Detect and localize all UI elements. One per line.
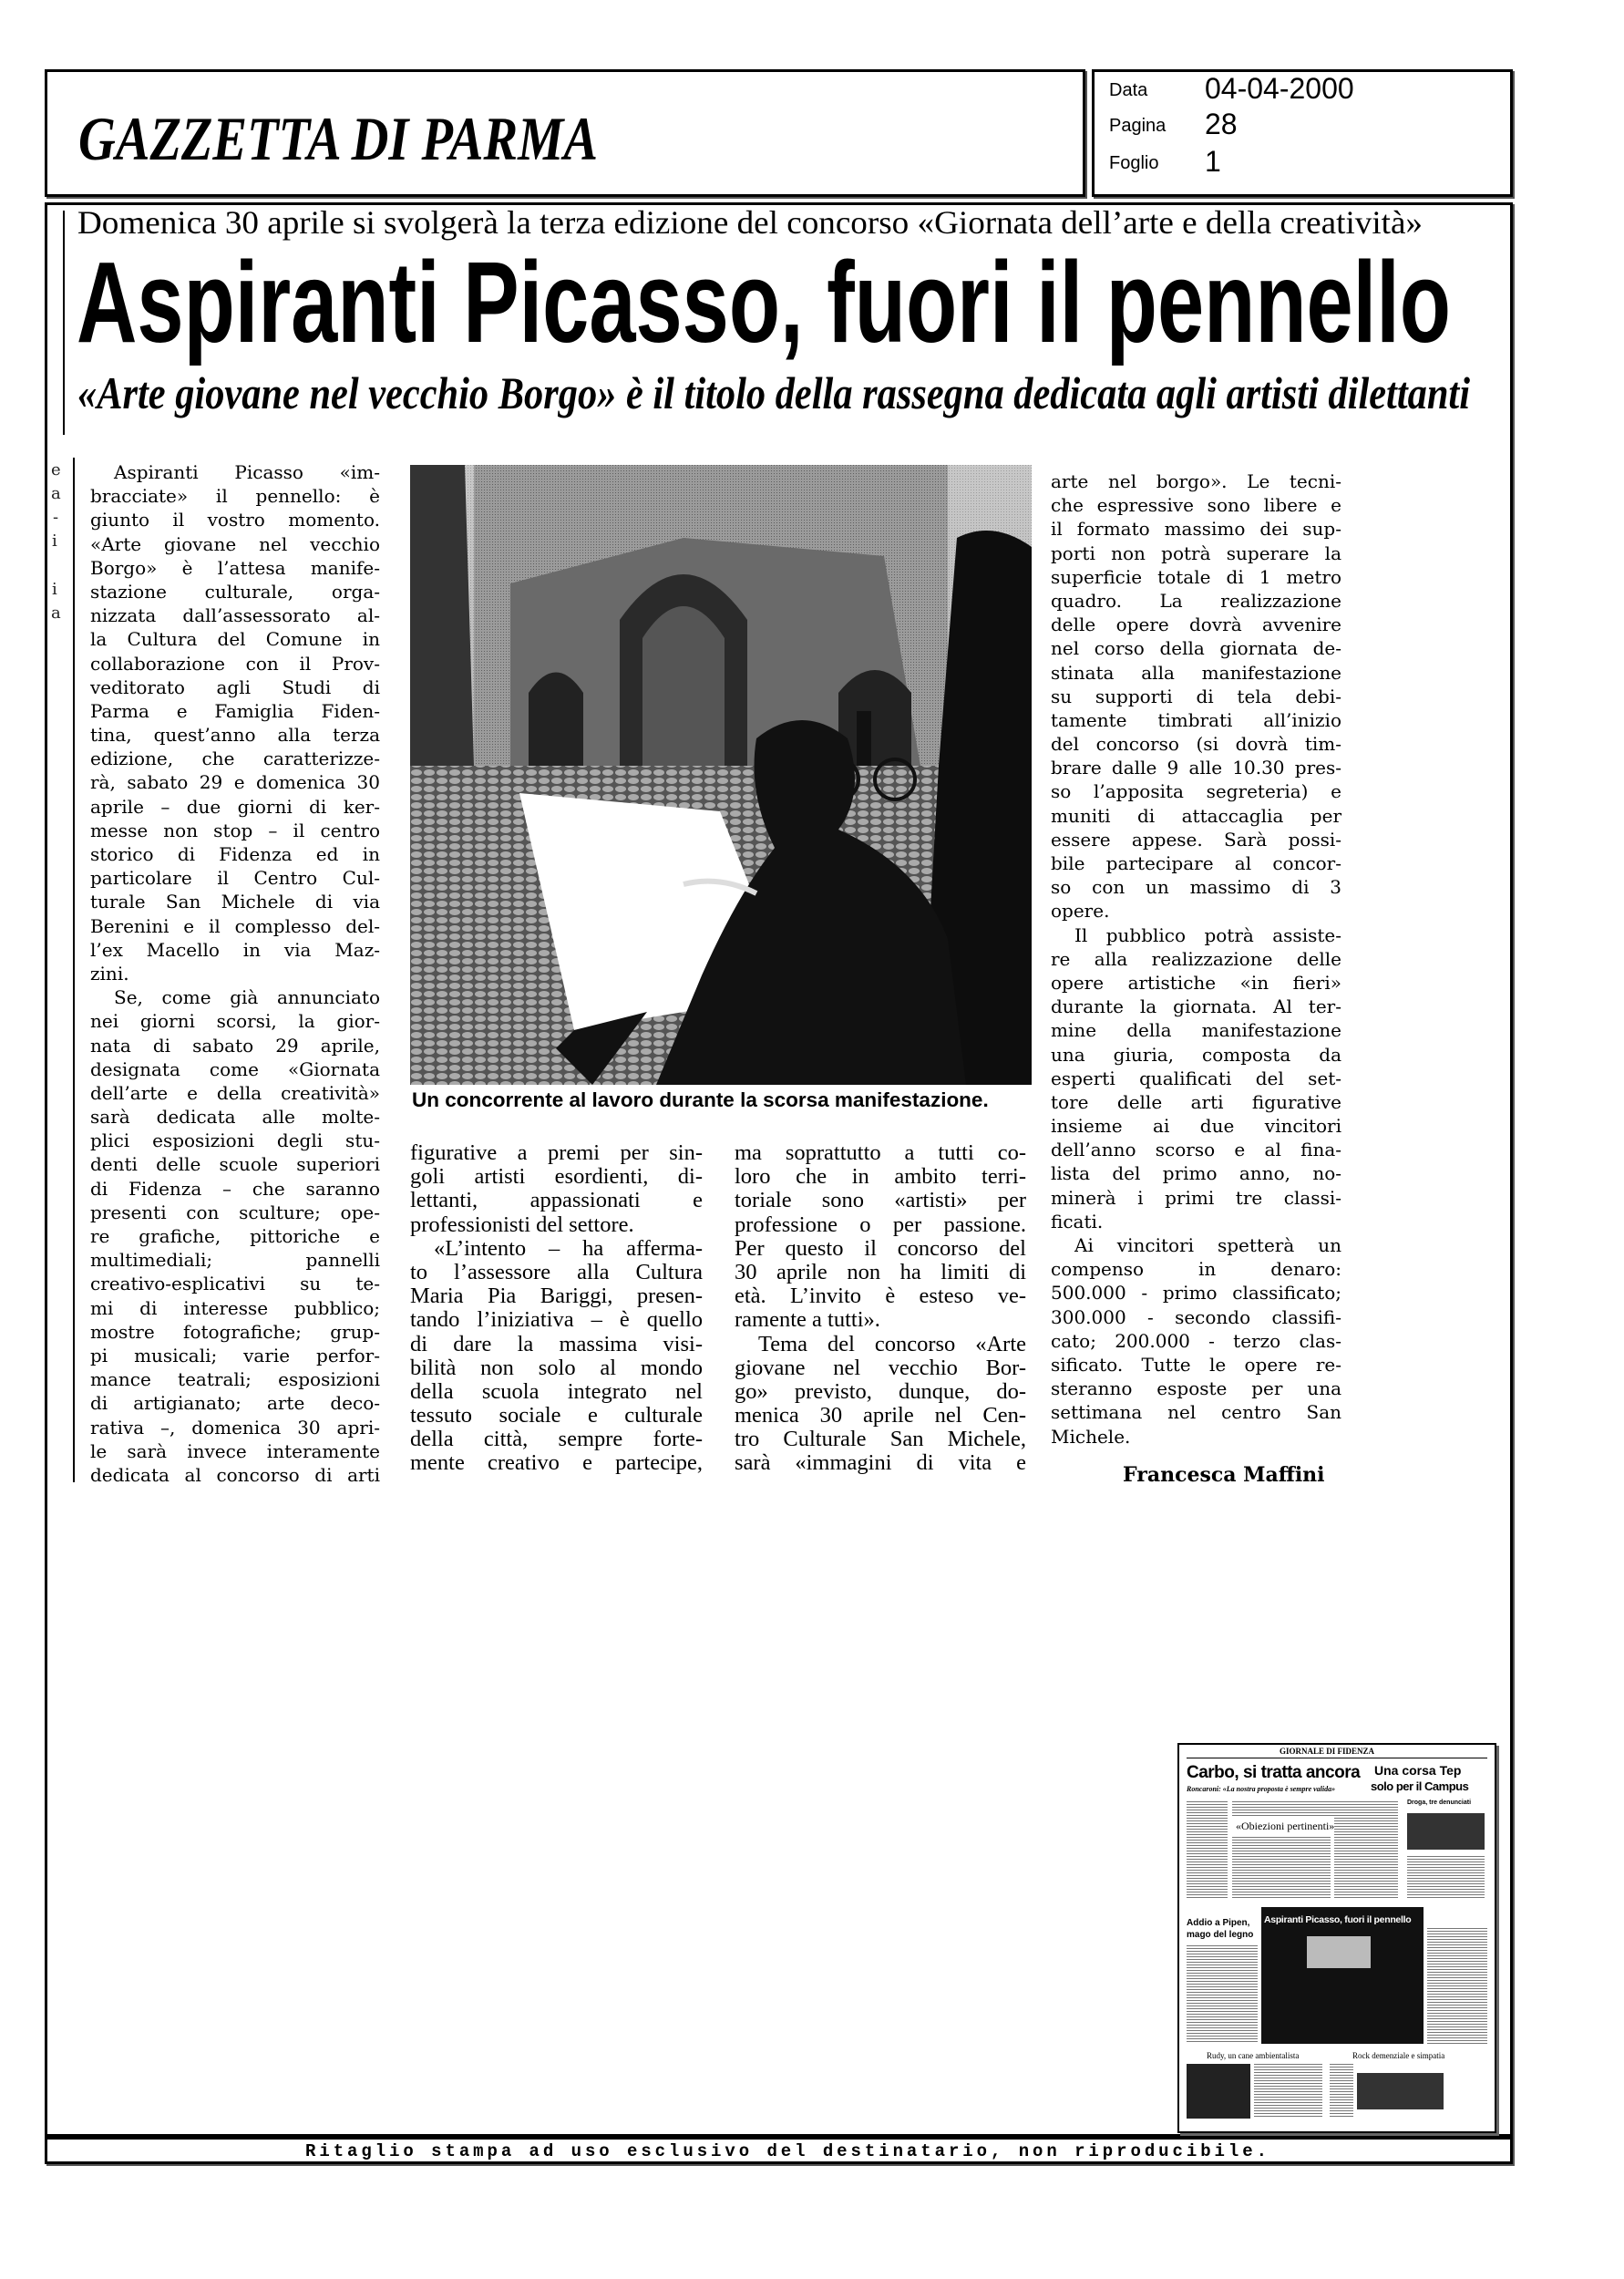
text-line: mance teatrali; esposizioni (90, 1368, 380, 1391)
byline: Francesca Maffini (1123, 1463, 1325, 1487)
text-line: tando l’iniziativa – è quello (410, 1307, 703, 1333)
text-line: di artigianato; arte deco- (90, 1392, 380, 1415)
text-line: nizzata dall’assessorato al- (90, 604, 380, 627)
text-line: della città, sempre forte- (410, 1427, 703, 1452)
text-line: ramente a tutti». (735, 1307, 880, 1333)
thumb-photo (1307, 1936, 1371, 1968)
text-line: che espressive sono libere e (1051, 494, 1341, 517)
text-line: su supporti di tela debi- (1051, 685, 1341, 707)
text-line: bile partecipare al concor- (1051, 852, 1341, 874)
text-line: arte nel borgo». Le tecni- (1051, 470, 1341, 492)
margin-fragment: i (52, 531, 57, 551)
margin-fragment: a (51, 603, 61, 623)
text-line: stazione culturale, orga- (90, 580, 380, 603)
thumb-photo (1187, 2064, 1250, 2119)
text-line: dedicata al concorso di arti (90, 1463, 380, 1486)
footer (0, 2137, 1513, 2164)
thumb-paper-name: GIORNALE DI FIDENZA (1280, 1747, 1375, 1756)
thumb-text-block (1232, 1836, 1331, 1900)
text-line: bracciate» il pennello: è (90, 485, 380, 508)
thumb-headline-pipen-2: mago del legno (1187, 1930, 1254, 1940)
text-line: essere appese. Sarà possi- (1051, 828, 1341, 851)
text-line: tro Culturale San Michele, (735, 1427, 1026, 1452)
text-line: loro che in ambito terri- (735, 1164, 1026, 1190)
text-line: mostre fotografiche; grup- (90, 1320, 380, 1343)
article-heading (0, 202, 1513, 430)
thumb-text-block (1187, 1944, 1258, 2044)
text-line: plici esposizioni degli stu- (90, 1129, 380, 1152)
text-line: delle opere dovrà avvenire (1051, 614, 1341, 636)
text-line: nel corso della giornata de- (1051, 637, 1341, 660)
text-line: storico di Fidenza ed in (90, 843, 380, 865)
text-line: opere artistiche «in fieri» (1051, 971, 1341, 994)
thumb-text-block (1407, 1854, 1485, 1900)
text-line: so con un massimo di 3 (1051, 876, 1341, 899)
text-line: la Cultura del Comune in (90, 628, 380, 651)
thumb-headline-droga: Droga, tre denunciati (1407, 1799, 1472, 1806)
text-line: ma soprattutto a tutti co- (735, 1140, 1026, 1165)
text-line: muniti di attaccaglia per (1051, 804, 1341, 827)
date-label: Data (1109, 80, 1148, 100)
text-line: nei giorni scorsi, la gior- (90, 1010, 380, 1033)
article-column-3 (735, 1141, 1026, 1476)
text-line: rativa –, domenica 30 apri- (90, 1416, 380, 1439)
page-thumbnail (1177, 1743, 1496, 2133)
text-line: mi di interesse pubblico; (90, 1296, 380, 1319)
masthead-logo (73, 105, 620, 178)
thumb-headline-obiezioni: «Obiezioni pertinenti» (1236, 1820, 1335, 1832)
margin-fragment: e (51, 460, 61, 480)
headline: Aspiranti Picasso, fuori il pennello (77, 238, 1451, 366)
text-line: l’ex Macello in via Maz- (90, 938, 380, 961)
text-line: tore delle arti figurative (1051, 1090, 1341, 1113)
text-line: Borgo» è l’attesa manife- (90, 556, 380, 579)
text-line: lettanti, appassionati e (410, 1188, 703, 1213)
copyright-notice: Ritaglio stampa ad uso esclusivo del destinatario, non riproducibile. (305, 2141, 1267, 2161)
text-line: turale San Michele di via (90, 891, 380, 913)
page-label: Pagina (1109, 116, 1167, 136)
thumb-headline-picasso: Aspiranti Picasso, fuori il pennello (1264, 1914, 1412, 1925)
text-line: superficie totale di 1 metro (1051, 565, 1341, 588)
thumb-photo (1357, 2073, 1444, 2109)
text-line: minerà i primi tre classi- (1051, 1186, 1341, 1209)
page-value: 28 (1205, 108, 1238, 140)
text-line: «Arte giovane nel vecchio (90, 532, 380, 555)
text-line: settimana nel centro San (1051, 1401, 1341, 1424)
text-line: Parma e Famiglia Fiden- (90, 699, 380, 722)
text-line: dell’anno scorso e al fina- (1051, 1139, 1341, 1161)
text-line: veditorato agli Studi di (90, 675, 380, 698)
text-line: quadro. La realizzazione (1051, 589, 1341, 612)
text-line: le sarà invece interamente (90, 1439, 380, 1462)
text-line: to l’assessore alla Cultura (410, 1259, 703, 1284)
thumb-headline-rock: Rock demenziale e simpatia (1352, 2051, 1445, 2060)
text-line: bilità non solo al mondo (410, 1355, 703, 1380)
text-line: tessuto sociale e culturale (410, 1403, 703, 1428)
text-line: goli artisti esordienti, di- (410, 1164, 703, 1190)
text-line: compenso in denaro: (1051, 1258, 1341, 1281)
text-line: «L’intento – ha afferma- (434, 1235, 703, 1261)
text-line: nata di sabato 29 aprile, (90, 1034, 380, 1057)
text-line: zini. (90, 962, 129, 985)
text-line: tamente timbrati all’inizio (1051, 708, 1341, 731)
text-line: insieme ai due vincitori (1051, 1115, 1341, 1138)
sheet-label: Foglio (1109, 153, 1159, 173)
thumb-text-block (1187, 1799, 1228, 1900)
column-rule (73, 458, 75, 1482)
margin-fragment: i (52, 580, 57, 599)
text-line: Se, come già annunciato (114, 986, 380, 1009)
thumb-text-block (1427, 1927, 1487, 2046)
text-line: pi musicali; varie perfor- (90, 1344, 380, 1366)
thumb-photo (1407, 1813, 1485, 1850)
thumb-headline-carbo: Carbo, si tratta ancora (1187, 1763, 1361, 1782)
thumb-headline-rudy: Rudy, un cane ambientalista (1207, 2051, 1300, 2060)
text-line: go» previsto, dunque, do- (735, 1378, 1026, 1404)
text-line: lista del primo anno, no- (1051, 1162, 1341, 1185)
text-line: Per questo il concorso del (735, 1235, 1026, 1261)
text-line: edizione, che caratterizze- (90, 748, 380, 770)
margin-fragment: a (51, 484, 61, 503)
text-line: 300.000 - secondo classifi- (1051, 1305, 1341, 1328)
text-line: 500.000 - primo classificato; (1051, 1282, 1341, 1304)
text-line: età. L’invito è esteso ve- (735, 1284, 1026, 1309)
text-line: aprile – due giorni di ker- (90, 795, 380, 818)
text-line: mente creativo e partecipe, (410, 1450, 703, 1476)
text-line: messe non stop – il centro (90, 819, 380, 841)
text-line: il formato massimo dei sup- (1051, 518, 1341, 541)
kicker: Domenica 30 aprile si svolgerà la terza edizione del concorso «Giornata dell’arte e della creatività» (77, 204, 1423, 241)
text-line: Maria Pia Bariggi, presen- (410, 1284, 703, 1309)
thumb-headline-tep-1: Una corsa Tep (1374, 1763, 1462, 1778)
text-line: sificato. Tutte le opere re- (1051, 1353, 1341, 1376)
text-line: rà, sabato 29 e domenica 30 (90, 771, 380, 794)
thumb-text-block (1254, 2064, 1322, 2119)
thumb-text-block (1330, 2064, 1353, 2119)
text-line: steranno esposte per una (1051, 1377, 1341, 1400)
thumb-text-block (1334, 1799, 1398, 1900)
subtitle: «Arte giovane nel vecchio Borgo» è il titolo della rassegna dedicata agli artisti dilettanti (77, 367, 1471, 418)
text-line: creativo-esplicativi su te- (90, 1273, 380, 1295)
article-photo (410, 465, 1032, 1085)
text-line: re alla realizzazione delle (1051, 947, 1341, 970)
text-line: Tema del concorso «Arte (758, 1331, 1026, 1356)
text-line: opere. (1051, 900, 1110, 923)
thumb-headline-tep-2: solo per il Campus (1371, 1779, 1469, 1793)
sheet-value: 1 (1205, 145, 1221, 178)
text-line: collaborazione con il Prov- (90, 652, 380, 675)
photo-caption: Un concorrente al lavoro durante la scorsa manifestazione. (412, 1088, 989, 1111)
thumb-headline-pipen-1: Addio a Pipen, (1187, 1918, 1250, 1928)
masthead-title: GAZZETTA DI PARMA (78, 104, 598, 173)
text-line: mine della manifestazione (1051, 1019, 1341, 1042)
text-line: durante la giornata. Al ter- (1051, 995, 1341, 1018)
article-column-1 (90, 460, 380, 1487)
article-column-2 (410, 1141, 703, 1476)
text-line: dell’arte e della creatività» (90, 1081, 380, 1104)
text-line: Berenini e il complesso del- (90, 914, 380, 937)
text-line: professione o per passione. (735, 1212, 1026, 1237)
text-line: di Fidenza – che saranno (90, 1177, 380, 1200)
text-line: figurative a premi per sin- (410, 1140, 703, 1165)
text-line: denti delle scuole superiori (90, 1153, 380, 1176)
text-line: menica 30 aprile nel Cen- (735, 1403, 1026, 1428)
text-line: Aspiranti Picasso «im- (114, 461, 380, 483)
margin-fragment: - (53, 508, 59, 527)
text-line: ficati. (1051, 1210, 1104, 1232)
text-line: giunto il vostro momento. (90, 509, 380, 531)
text-line: una giuria, composta da (1051, 1043, 1341, 1066)
text-line: porti non potrà superare la (1051, 541, 1341, 564)
text-line: so l’apposita segreteria) e (1051, 780, 1341, 803)
text-line: brare dalle 9 alle 10.30 pres- (1051, 757, 1341, 779)
text-line: professionisti del settore. (410, 1212, 634, 1237)
text-line: particolare il Centro Cul- (90, 867, 380, 890)
thumb-highlight-article (1261, 1907, 1424, 2044)
text-line: esperti qualificati del set- (1051, 1067, 1341, 1089)
text-line: di dare la massima visi- (410, 1331, 703, 1356)
text-line: 30 aprile non ha limiti di (735, 1259, 1026, 1284)
text-line: del concorso (si dovrà tim- (1051, 733, 1341, 756)
text-line: sarà «immagini di vita e (735, 1450, 1026, 1476)
text-line: multimediali; pannelli (90, 1249, 380, 1272)
text-line: sarà dedicata alle molte- (90, 1106, 380, 1129)
text-line: Michele. (1051, 1425, 1131, 1448)
text-line: tina, quest’anno alla terza (90, 724, 380, 747)
text-line: re grafiche, pittoriche e (90, 1225, 380, 1247)
date-value: 04-04-2000 (1205, 72, 1354, 105)
text-line: cato; 200.000 - terzo clas- (1051, 1329, 1341, 1352)
text-line: presenti con sculture; ope- (90, 1201, 380, 1223)
article-column-4 (1051, 469, 1341, 1449)
text-line: della scuola integrato nel (410, 1378, 703, 1404)
thumb-subhead-carbo: Roncaroni: «La nostra proposta è sempre valida» (1187, 1785, 1336, 1793)
text-line: giovane nel vecchio Bor- (735, 1355, 1026, 1380)
text-line: Ai vincitori spetterà un (1074, 1234, 1341, 1256)
text-line: designata come «Giornata (90, 1057, 380, 1080)
text-line: toriale sono «artisti» per (735, 1188, 1026, 1213)
text-line: Il pubblico potrà assiste- (1074, 923, 1341, 946)
text-line: stinata alla manifestazione (1051, 661, 1341, 684)
